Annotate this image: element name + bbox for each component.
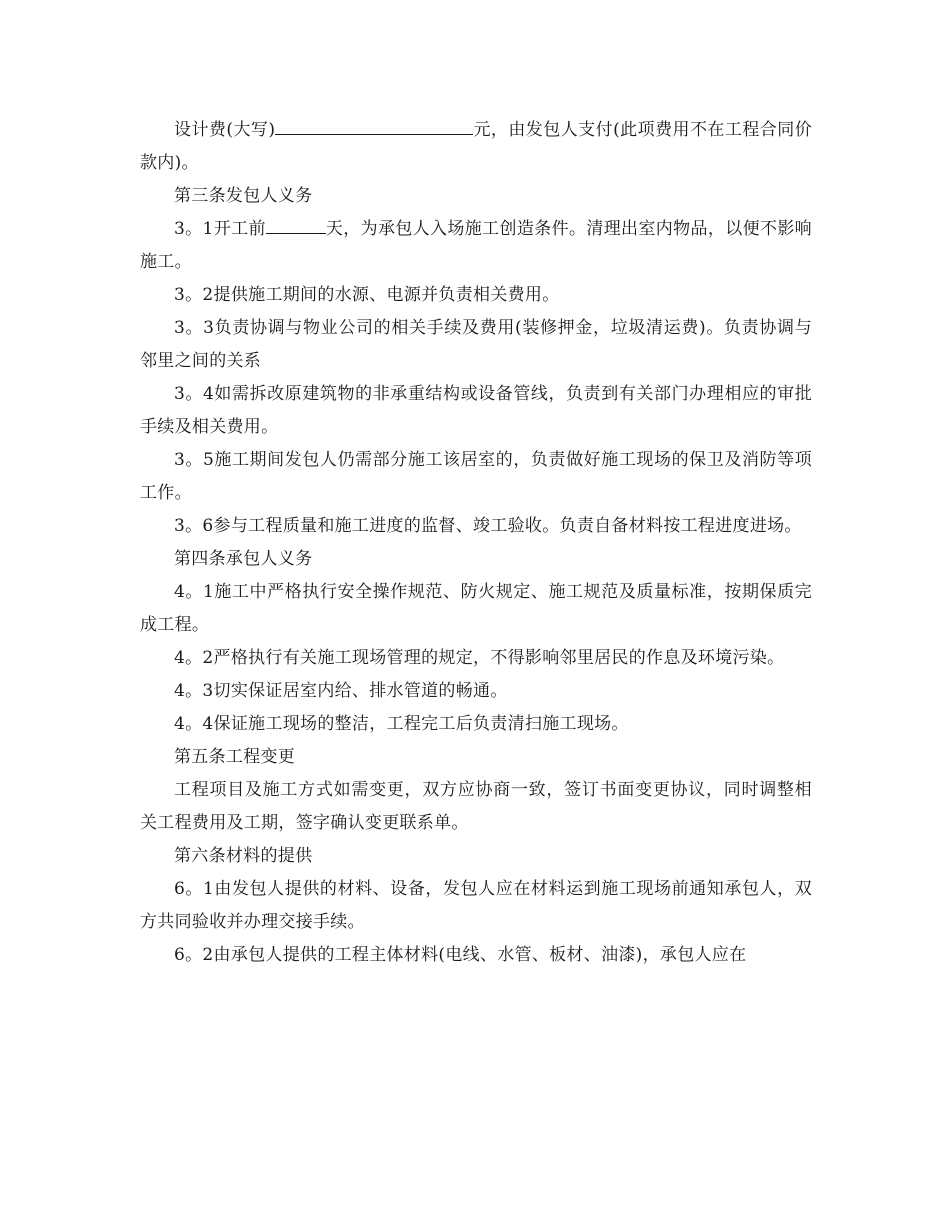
fill-in-blank: [266, 215, 326, 234]
clause-paragraph-with-blank: [140, 213, 812, 279]
text-before-blank: 设计费(大写): [174, 120, 276, 140]
section-heading: 第五条工程变更: [174, 747, 296, 767]
clause-paragraph: 工程项目及施工方式如需变更，双方应协商一致，签订书面变更协议，同时调整相关工程费用及工期，签字确认变更联系单。: [140, 780, 812, 833]
clause-paragraph: 4。2严格执行有关施工现场管理的规定，不得影响邻里居民的作息及环境污染。: [174, 648, 785, 668]
text-after-blank: 元，由发包人支付(此项费用不在工程合同价款内)。: [140, 120, 812, 173]
section-heading: 第四条承包人义务: [174, 549, 313, 569]
clause-paragraph: 3。6参与工程质量和施工进度的监督、竣工验收。负责自备材料按工程进度进场。: [174, 516, 802, 536]
document-body: [140, 114, 812, 972]
clause-paragraph: 3。4如需拆改原建筑物的非承重结构或设备管线，负责到有关部门办理相应的审批手续及相关费用。: [140, 384, 812, 437]
clause-paragraph: 4。1施工中严格执行安全操作规范、防火规定、施工规范及质量标准，按期保质完成工程。: [140, 582, 812, 635]
clause-paragraph: 4。3切实保证居室内给、排水管道的畅通。: [174, 681, 508, 701]
fill-in-blank: [275, 116, 473, 135]
clause-paragraph: 3。3负责协调与物业公司的相关手续及费用(装修押金，垃圾清运费)。负责协调与邻里之间的关系: [140, 318, 812, 371]
clause-paragraph: 3。5施工期间发包人仍需部分施工该居室的，负责做好施工现场的保卫及消防等项工作。: [140, 450, 812, 503]
section-heading: 第六条材料的提供: [174, 846, 313, 866]
clause-paragraph: 3。2提供施工期间的水源、电源并负责相关费用。: [174, 285, 560, 305]
clause-paragraph: 4。4保证施工现场的整洁，工程完工后负责清扫施工现场。: [174, 714, 629, 734]
clause-paragraph: 6。1由发包人提供的材料、设备，发包人应在材料运到施工现场前通知承包人，双方共同验收并办理交接手续。: [140, 879, 812, 932]
text-after-blank: 天，为承包人入场施工创造条件。清理出室内物品，以便不影响施工。: [140, 219, 812, 272]
section-heading: 第三条发包人义务: [174, 186, 313, 206]
clause-paragraph: 6。2由承包人提供的工程主体材料(电线、水管、板材、油漆)，承包人应在: [174, 945, 747, 965]
text-before-blank: 3。1开工前: [174, 219, 266, 239]
clause-paragraph-with-blank: [140, 114, 812, 180]
